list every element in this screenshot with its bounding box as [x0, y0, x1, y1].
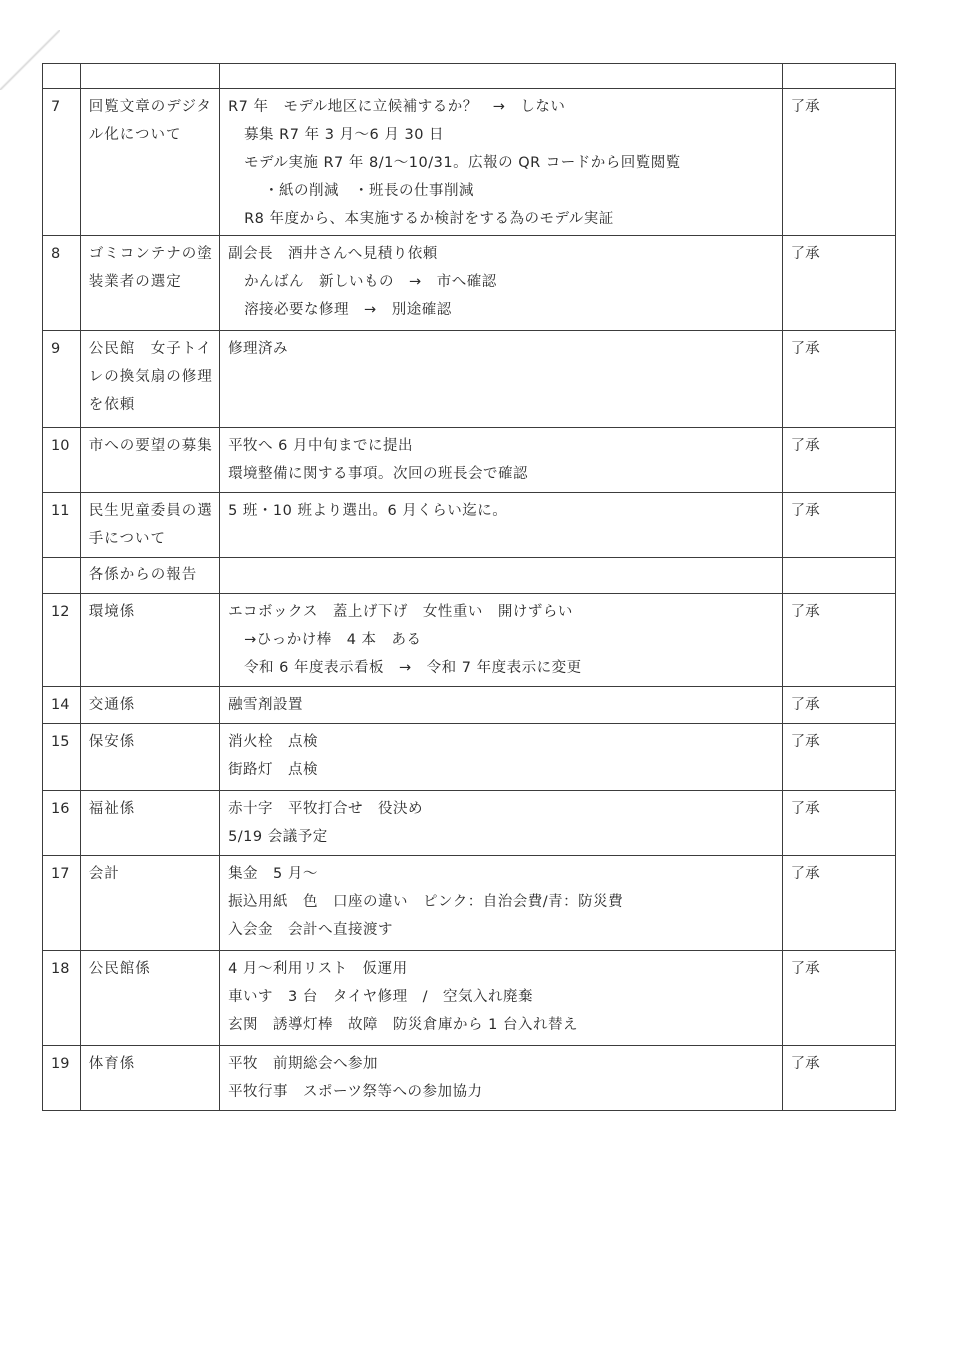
item-title: 公民館 女子トイレの換気扇の修理を依頼: [80, 331, 219, 428]
agenda-row: [43, 687, 896, 724]
item-result: 了承: [782, 1046, 895, 1111]
item-title: 民生児童委員の選手について: [80, 493, 219, 558]
item-number: 10: [43, 428, 81, 493]
item-title: 福祉係: [80, 791, 219, 856]
item-title: 保安係: [80, 724, 219, 791]
note-line: 消火栓 点検: [228, 734, 319, 750]
note-line: 副会長 酒井さんへ見積り依頼: [228, 246, 438, 262]
item-number: 9: [43, 331, 81, 428]
item-number: 14: [43, 687, 81, 724]
note-line: 平牧へ 6 月中旬までに提出: [228, 438, 414, 454]
agenda-row: [43, 791, 896, 856]
item-title: 環境係: [80, 594, 219, 687]
item-title: 体育係: [80, 1046, 219, 1111]
item-number: 15: [43, 724, 81, 791]
agenda-row: [43, 951, 896, 1046]
item-notes: [220, 951, 783, 1046]
item-title: ゴミコンテナの塗装業者の選定: [80, 236, 219, 331]
agenda-row: [43, 236, 896, 331]
item-notes: [220, 594, 783, 687]
item-result: [782, 558, 895, 594]
item-number: 11: [43, 493, 81, 558]
agenda-row: [43, 724, 896, 791]
note-line: 振込用紙 色 口座の違い ピンク：自治会費/青：防災費: [228, 894, 624, 910]
item-number: [43, 558, 81, 594]
note-line: 街路灯 点検: [228, 762, 319, 778]
item-result: 了承: [782, 236, 895, 331]
table-header-row: [43, 64, 896, 89]
note-line: 平牧行事 スポーツ祭等への参加協力: [228, 1084, 483, 1100]
item-result: 了承: [782, 89, 895, 236]
note-line: 入会金 会計へ直接渡す: [228, 922, 394, 938]
agenda-row: [43, 856, 896, 951]
note-line: 5 班・10 班より選出。6 月くらい迄に。: [228, 503, 508, 519]
note-line: 玄関 誘導灯棒 故障 防災倉庫から 1 台入れ替え: [228, 1017, 579, 1033]
agenda-row: [43, 1046, 896, 1111]
note-line: 令和 6 年度表示看板 → 令和 7 年度表示に変更: [244, 660, 582, 676]
item-result: 了承: [782, 951, 895, 1046]
item-result: 了承: [782, 724, 895, 791]
item-notes: [220, 493, 783, 558]
note-line: ・紙の削減 ・班長の仕事削減: [264, 183, 475, 199]
item-result: 了承: [782, 428, 895, 493]
item-result: 了承: [782, 791, 895, 856]
item-number: 12: [43, 594, 81, 687]
item-number: 8: [43, 236, 81, 331]
item-notes: [220, 558, 783, 594]
note-line: かんばん 新しいもの → 市へ確認: [244, 274, 497, 290]
item-title: 回覧文章のデジタル化について: [80, 89, 219, 236]
header-cell-item: [80, 64, 219, 89]
item-title: 市への要望の募集: [80, 428, 219, 493]
agenda-row: [43, 493, 896, 558]
item-notes: [220, 331, 783, 428]
item-result: 了承: [782, 331, 895, 428]
item-title: 各係からの報告: [80, 558, 219, 594]
item-number: 19: [43, 1046, 81, 1111]
item-result: 了承: [782, 493, 895, 558]
item-result: 了承: [782, 594, 895, 687]
header-cell-no: [43, 64, 81, 89]
note-line: →ひっかけ棒 4 本 ある: [244, 632, 422, 648]
note-line: モデル実施 R7 年 8/1～10/31。広報の QR コードから回覧閲覧: [244, 155, 681, 171]
header-cell-note: [220, 64, 783, 89]
section-header-row: [43, 558, 896, 594]
agenda-row: [43, 331, 896, 428]
item-title: 公民館係: [80, 951, 219, 1046]
item-notes: [220, 687, 783, 724]
minutes-table-body: [43, 64, 896, 1111]
item-result: 了承: [782, 856, 895, 951]
item-notes: [220, 89, 783, 236]
note-line: 融雪剤設置: [228, 697, 304, 713]
agenda-row: [43, 428, 896, 493]
note-line: 環境整備に関する事項。次回の班長会で確認: [228, 466, 529, 482]
item-number: 7: [43, 89, 81, 236]
note-line: R8 年度から、本実施するか検討をする為のモデル実証: [244, 211, 614, 227]
item-title: 会計: [80, 856, 219, 951]
item-result: 了承: [782, 687, 895, 724]
minutes-table: [42, 63, 896, 1111]
item-notes: [220, 856, 783, 951]
item-notes: [220, 724, 783, 791]
note-line: 集金 5 月～: [228, 866, 318, 882]
note-line: 4 月～利用リスト 仮運用: [228, 961, 408, 977]
item-notes: [220, 791, 783, 856]
item-number: 16: [43, 791, 81, 856]
item-number: 18: [43, 951, 81, 1046]
agenda-row: [43, 594, 896, 687]
note-line: 5/19 会議予定: [228, 829, 328, 845]
note-line: 赤十字 平牧打合せ 役決め: [228, 801, 424, 817]
item-notes: [220, 428, 783, 493]
note-line: R7 年 モデル地区に立候補するか？ → しない: [228, 99, 566, 115]
header-cell-result: [782, 64, 895, 89]
note-line: エコボックス 蓋上げ下げ 女性重い 開けずらい: [228, 604, 573, 620]
note-line: 平牧 前期総会へ参加: [228, 1056, 379, 1072]
agenda-row: [43, 89, 896, 236]
item-title: 交通係: [80, 687, 219, 724]
note-line: 溶接必要な修理 → 別途確認: [244, 302, 452, 318]
item-notes: [220, 1046, 783, 1111]
note-line: 車いす 3 台 タイヤ修理 / 空気入れ廃棄: [228, 989, 533, 1005]
item-notes: [220, 236, 783, 331]
item-number: 17: [43, 856, 81, 951]
note-line: 募集 R7 年 3 月～6 月 30 日: [244, 127, 445, 143]
note-line: 修理済み: [228, 341, 289, 357]
